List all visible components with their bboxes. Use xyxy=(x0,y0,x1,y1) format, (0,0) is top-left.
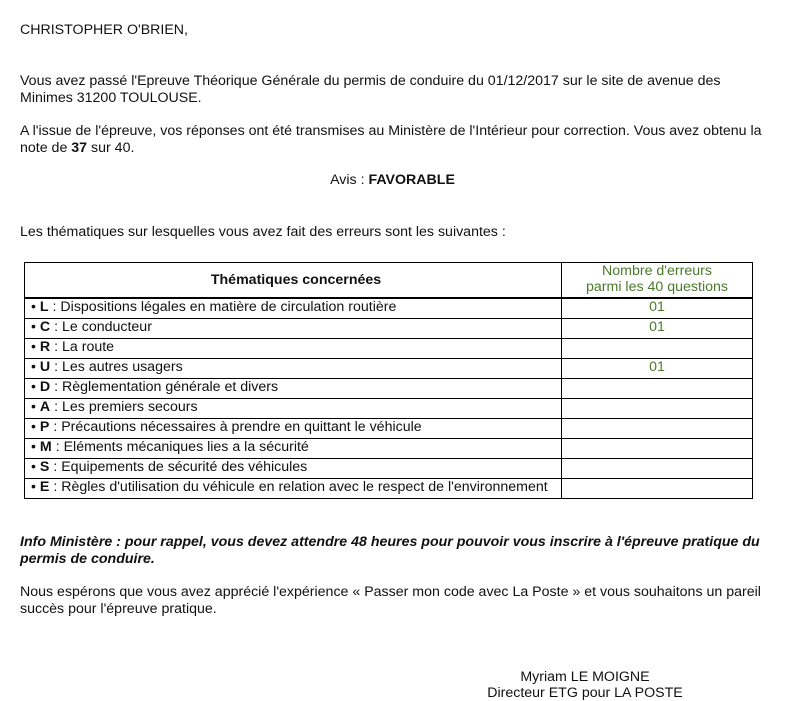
errors-intro: Les thématiques sur lesquelles vous avez fait des erreurs sont les suivantes : xyxy=(20,224,506,240)
theme-label: Les autres usagers xyxy=(62,359,183,375)
header-count-line1: Nombre d'erreurs xyxy=(602,263,712,279)
theme-code: U xyxy=(39,359,51,375)
header-theme: Thématiques concernées xyxy=(25,263,562,299)
table-row xyxy=(25,479,753,499)
theme-label: Règles d'utilisation du véhicule en relation avec le respect de l'environnement xyxy=(61,479,548,495)
error-count xyxy=(562,479,753,499)
theme-cell xyxy=(25,439,562,459)
theme-label: Eléments mécaniques lies a la sécurité xyxy=(63,439,309,455)
theme-cell xyxy=(25,298,562,319)
theme-label: Précautions nécessaires à prendre en quittant le véhicule xyxy=(61,419,422,435)
avis-line xyxy=(0,172,785,189)
theme-code: S xyxy=(39,459,50,475)
error-count xyxy=(562,399,753,419)
bullet-icon: • xyxy=(31,459,40,475)
table-row xyxy=(25,319,753,339)
theme-label: La route xyxy=(62,339,115,355)
bullet-icon: • xyxy=(31,299,40,315)
theme-separator: : xyxy=(48,299,61,315)
bullet-icon: • xyxy=(31,399,40,415)
score: 37 xyxy=(71,140,88,156)
bullet-icon: • xyxy=(31,359,40,375)
table-row xyxy=(25,399,753,419)
error-count: 01 xyxy=(562,298,753,319)
theme-cell xyxy=(25,419,562,439)
theme-code: A xyxy=(39,399,51,415)
theme-label: Dispositions légales en matière de circulation routière xyxy=(60,299,397,315)
theme-separator: : xyxy=(49,419,62,435)
header-count xyxy=(562,263,753,299)
table-row xyxy=(25,379,753,399)
bullet-icon: • xyxy=(31,439,40,455)
errors-table xyxy=(24,262,753,499)
bullet-icon: • xyxy=(31,379,40,395)
theme-cell xyxy=(25,459,562,479)
theme-label: Le conducteur xyxy=(62,319,152,335)
theme-code: C xyxy=(39,319,51,335)
theme-label: Equipements de sécurité des véhicules xyxy=(61,459,308,475)
theme-separator: : xyxy=(50,319,62,335)
bullet-icon: • xyxy=(31,419,40,435)
closing-paragraph: Nous espérons que vous avez apprécié l'expérience « Passer mon code avec La Poste » et vous souhaitons un pareil succès pour l'épreuve pratique. xyxy=(20,584,761,617)
bullet-icon: • xyxy=(31,319,40,335)
table-row xyxy=(25,298,753,319)
theme-cell xyxy=(25,319,562,339)
intro-paragraph xyxy=(20,73,768,107)
error-count xyxy=(562,459,753,479)
error-count: 01 xyxy=(562,359,753,379)
result-paragraph xyxy=(20,123,768,157)
error-count xyxy=(562,419,753,439)
theme-code: E xyxy=(39,479,50,495)
theme-cell xyxy=(25,379,562,399)
theme-separator: : xyxy=(49,479,62,495)
theme-code: P xyxy=(39,419,50,435)
error-count xyxy=(562,379,753,399)
theme-separator: : xyxy=(49,459,62,475)
theme-cell xyxy=(25,339,562,359)
theme-cell xyxy=(25,399,562,419)
table-row xyxy=(25,419,753,439)
result-text: A l'issue de l'épreuve, vos réponses ont été transmises au Ministère de l'Intérieur pour correction. Vous avez obtenu la note de xyxy=(20,123,762,156)
table-header-row xyxy=(25,263,753,299)
theme-code: L xyxy=(39,299,49,315)
theme-code: M xyxy=(39,439,52,455)
intro-text-before: Vous avez passé l'Epreuve Théorique Générale du permis de conduire du xyxy=(20,73,484,89)
theme-cell xyxy=(25,359,562,379)
signature-name: Myriam LE MOIGNE xyxy=(520,669,650,685)
theme-code: R xyxy=(39,339,51,355)
theme-separator: : xyxy=(50,379,62,395)
theme-code: D xyxy=(39,379,51,395)
result-text-end: sur 40. xyxy=(91,140,135,156)
theme-separator: : xyxy=(50,339,62,355)
signature-title: Directeur ETG pour LA POSTE xyxy=(487,685,683,701)
theme-separator: : xyxy=(51,439,64,455)
intro-text-after: sur le site de avenue des Minimes 31200 TOULOUSE. xyxy=(20,73,721,106)
avis-value: FAVORABLE xyxy=(368,172,455,188)
exam-date: 01/12/2017 xyxy=(487,73,559,89)
table-row xyxy=(25,339,753,359)
theme-label: Les premiers secours xyxy=(62,399,198,415)
bullet-icon: • xyxy=(31,479,40,495)
header-count-line2: parmi les 40 questions xyxy=(586,279,728,295)
avis-label: Avis : xyxy=(330,172,365,188)
table-row xyxy=(25,359,753,379)
theme-separator: : xyxy=(50,359,62,375)
table-row xyxy=(25,439,753,459)
theme-separator: : xyxy=(50,399,62,415)
info-ministere: Info Ministère : pour rappel, vous devez attendre 48 heures pour pouvoir vous inscrire à l'épreuve pratique du permis de conduire. xyxy=(20,534,760,567)
recipient-name: CHRISTOPHER O'BRIEN, xyxy=(20,22,188,38)
error-count xyxy=(562,439,753,459)
bullet-icon: • xyxy=(31,339,40,355)
theme-label: Règlementation générale et divers xyxy=(62,379,279,395)
error-count: 01 xyxy=(562,319,753,339)
theme-cell xyxy=(25,479,562,499)
error-count xyxy=(562,339,753,359)
table-row xyxy=(25,459,753,479)
